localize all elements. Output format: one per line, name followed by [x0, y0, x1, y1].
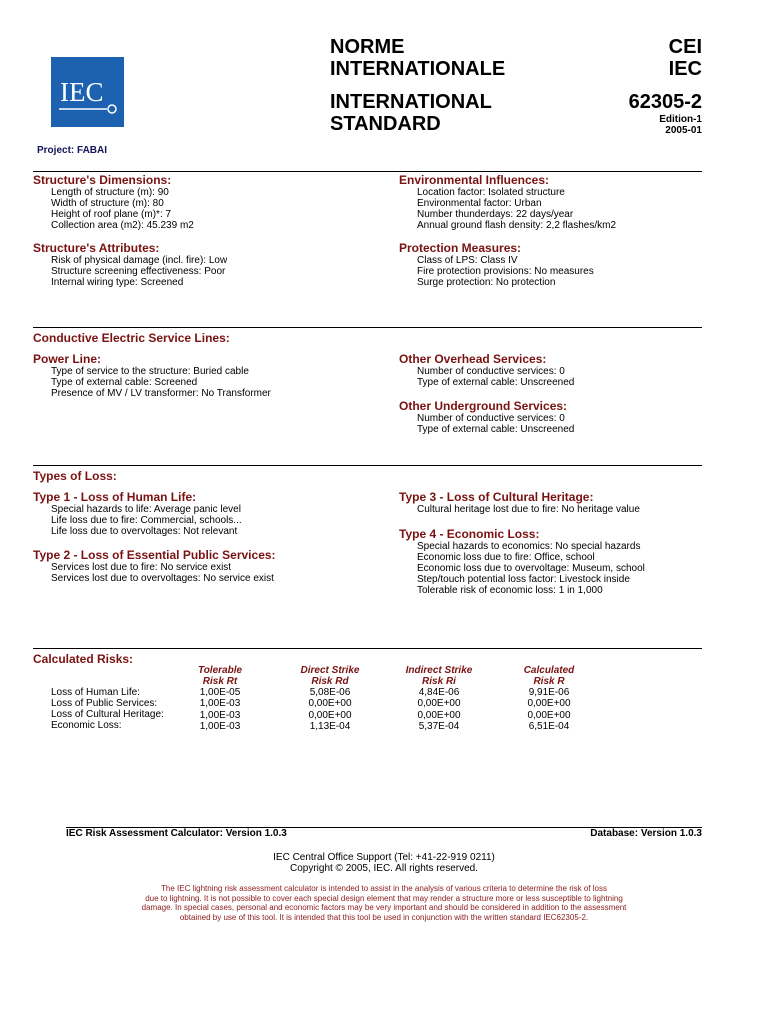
risk-col-header-line: Tolerable [197, 665, 243, 676]
list-item: Type of external cable: Unscreened [417, 424, 575, 435]
other-underground-services [399, 399, 574, 435]
protection-measures [399, 241, 594, 288]
title-en-line1: INTERNATIONAL [330, 91, 492, 113]
org-codes [582, 36, 702, 80]
risk-col-header [504, 665, 594, 687]
list-item: Cultural heritage lost due to fire: No heritage value [417, 504, 640, 515]
list-item: Services lost due to overvoltages: No service exist [51, 573, 274, 584]
risk-col-header [175, 665, 265, 687]
list-item: Fire protection provisions: No measures [417, 266, 594, 277]
structure-attributes-heading: Structure's Attributes: [33, 241, 160, 255]
title-fr-line2: INTERNATIONALE [330, 58, 506, 80]
risk-value: 0,00E+00 [417, 709, 461, 721]
risk-row-label: Loss of Public Services: [51, 698, 158, 709]
calculator-version: IEC Risk Assessment Calculator: Version 1.0.3 [66, 828, 287, 839]
list-item: Number of conductive services: 0 [417, 366, 565, 377]
divider [33, 171, 702, 172]
risk-value: 1,00E-03 [199, 709, 241, 721]
divider [33, 327, 702, 328]
protection-measures-heading: Protection Measures: [399, 241, 522, 255]
edition-block [582, 114, 702, 136]
structure-dimensions-heading: Structure's Dimensions: [33, 173, 172, 187]
risk-col-header-line: Risk Ri [422, 676, 456, 687]
risk-col-header [394, 665, 484, 687]
type1-heading: Type 1 - Loss of Human Life: [33, 490, 197, 504]
list-item: Economic loss due to overvoltage: Museum, school [417, 563, 645, 574]
iec-logo [51, 57, 124, 127]
risk-col-indirect [394, 687, 484, 732]
title-en-line2: STANDARD [330, 113, 441, 135]
title-fr [330, 36, 505, 80]
type4-heading: Type 4 - Economic Loss: [399, 527, 540, 541]
type1-loss [33, 490, 242, 537]
risk-col-header-line: Risk Rt [202, 676, 238, 687]
disclaimer-line: obtained by use of this tool. It is intended that this tool be used in conjunction with the written standard IEC62305-2. [179, 912, 589, 922]
type2-loss [33, 548, 276, 584]
divider [33, 648, 702, 649]
list-item: Special hazards to economics: No special hazards [417, 541, 641, 552]
risk-row-label: Loss of Human Life: [51, 687, 140, 698]
risk-value: 0,00E+00 [527, 709, 571, 721]
risk-row-label: Loss of Cultural Heritage: [51, 709, 164, 720]
disclaimer [60, 884, 708, 922]
risk-col-header [285, 665, 375, 687]
list-item: Number of conductive services: 0 [417, 413, 565, 424]
risk-value: 9,91E-06 [528, 687, 570, 698]
risk-col-header-line: Direct Strike [300, 665, 360, 676]
type4-loss [399, 527, 645, 596]
list-item: Annual ground flash density: 2,2 flashes/km2 [417, 220, 617, 231]
risk-col-tolerable [175, 687, 265, 732]
list-item: Width of structure (m): 80 [51, 198, 164, 209]
list-item: Step/touch potential loss factor: Livestock inside [417, 574, 630, 585]
list-item: Type of external cable: Screened [51, 377, 198, 388]
risk-value: 1,13E-04 [309, 720, 351, 732]
list-item: Internal wiring type: Screened [51, 277, 184, 288]
logo-text: IEC [60, 77, 104, 107]
other-overhead-heading: Other Overhead Services: [399, 352, 547, 366]
list-item: Economic loss due to fire: Office, school [417, 552, 595, 563]
list-item: Length of structure (m): 90 [51, 187, 169, 198]
risk-value: 5,08E-06 [309, 687, 351, 698]
environmental-influences-heading: Environmental Influences: [399, 173, 550, 187]
risk-col-header-line: Indirect Strike [405, 665, 473, 676]
list-item: Life loss due to overvoltages: Not relevant [51, 526, 238, 537]
copyright: Copyright © 2005, IEC. All rights reserved. [289, 863, 478, 874]
list-item: Environmental factor: Urban [417, 198, 542, 209]
list-item: Structure screening effectiveness: Poor [51, 266, 226, 277]
list-item: Services lost due to fire: No service exist [51, 562, 232, 573]
risk-value: 1,00E-03 [199, 720, 241, 732]
project-label: Project: FABAI [37, 145, 108, 156]
type3-loss [399, 490, 640, 515]
conductive-lines-heading: Conductive Electric Service Lines: [33, 331, 230, 345]
list-item: Height of roof plane (m)*: 7 [51, 209, 172, 220]
disclaimer-line: The IEC lightning risk assessment calculator is intended to assist in the analysis of various criteria to determine the risk of loss [161, 884, 607, 893]
standard-number: 62305-2 [628, 91, 702, 113]
org-fr: CEI [668, 36, 702, 58]
other-underground-heading: Other Underground Services: [399, 399, 568, 413]
risk-value: 1,00E-03 [199, 698, 241, 710]
list-item: Location factor: Isolated structure [417, 187, 565, 198]
types-of-loss-heading: Types of Loss: [33, 469, 117, 483]
disclaimer-line: due to lightning. It is not possible to cover each special design element that may render a structure more or less susceptible to lightning [145, 893, 623, 903]
structure-dimensions [33, 173, 194, 231]
list-item: Class of LPS: Class IV [417, 255, 518, 266]
other-overhead-services [399, 352, 574, 388]
power-line [33, 352, 271, 399]
power-line-heading: Power Line: [33, 352, 102, 366]
edition: Edition-1 [659, 114, 702, 125]
list-item: Collection area (m2): 45.239 m2 [51, 220, 194, 231]
risk-value: 6,51E-04 [528, 720, 570, 732]
risk-value: 4,84E-06 [418, 687, 460, 698]
list-item: Surge protection: No protection [417, 277, 556, 288]
edition-date: 2005-01 [665, 125, 702, 136]
risk-value: 0,00E+00 [417, 698, 461, 710]
list-item: Type of external cable: Unscreened [417, 377, 575, 388]
list-item: Tolerable risk of economic loss: 1 in 1,000 [417, 585, 603, 596]
structure-attributes [33, 241, 227, 288]
list-item: Special hazards to life: Average panic level [51, 504, 241, 515]
list-item: Type of service to the structure: Buried cable [51, 366, 249, 377]
calculated-risks-heading: Calculated Risks: [33, 652, 134, 666]
risk-row-label: Economic Loss: [51, 720, 122, 731]
risk-value: 1,00E-05 [199, 687, 241, 698]
environmental-influences [399, 173, 616, 231]
database-version: Database: Version 1.0.3 [590, 828, 702, 839]
risk-col-header-line: Risk R [533, 676, 565, 687]
org-en: IEC [668, 58, 702, 80]
risk-value: 0,00E+00 [308, 698, 352, 710]
risk-value: 0,00E+00 [308, 709, 352, 721]
title-fr-line1: NORME [330, 36, 405, 58]
title-en [330, 91, 492, 135]
divider [33, 465, 702, 466]
type3-heading: Type 3 - Loss of Cultural Heritage: [399, 490, 594, 504]
support-line: IEC Central Office Support (Tel: +41-22-919 0211) [273, 852, 495, 863]
risk-value: 5,37E-04 [418, 720, 460, 732]
risk-col-calculated [504, 687, 594, 732]
list-item: Presence of MV / LV transformer: No Transformer [51, 388, 271, 399]
risk-col-direct [285, 687, 375, 732]
disclaimer-line: damage. In special cases, personal and economic factors may be very important and should be considered in addition to the assessment [141, 903, 627, 912]
risk-row-labels [51, 687, 164, 731]
list-item: Number thunderdays: 22 days/year [417, 209, 574, 220]
type2-heading: Type 2 - Loss of Essential Public Services: [33, 548, 276, 562]
risk-value: 0,00E+00 [527, 698, 571, 710]
risk-col-header-line: Calculated [523, 665, 575, 676]
risk-col-header-line: Risk Rd [311, 676, 349, 687]
list-item: Risk of physical damage (incl. fire): Low [51, 255, 228, 266]
list-item: Life loss due to fire: Commercial, schools... [51, 515, 242, 526]
